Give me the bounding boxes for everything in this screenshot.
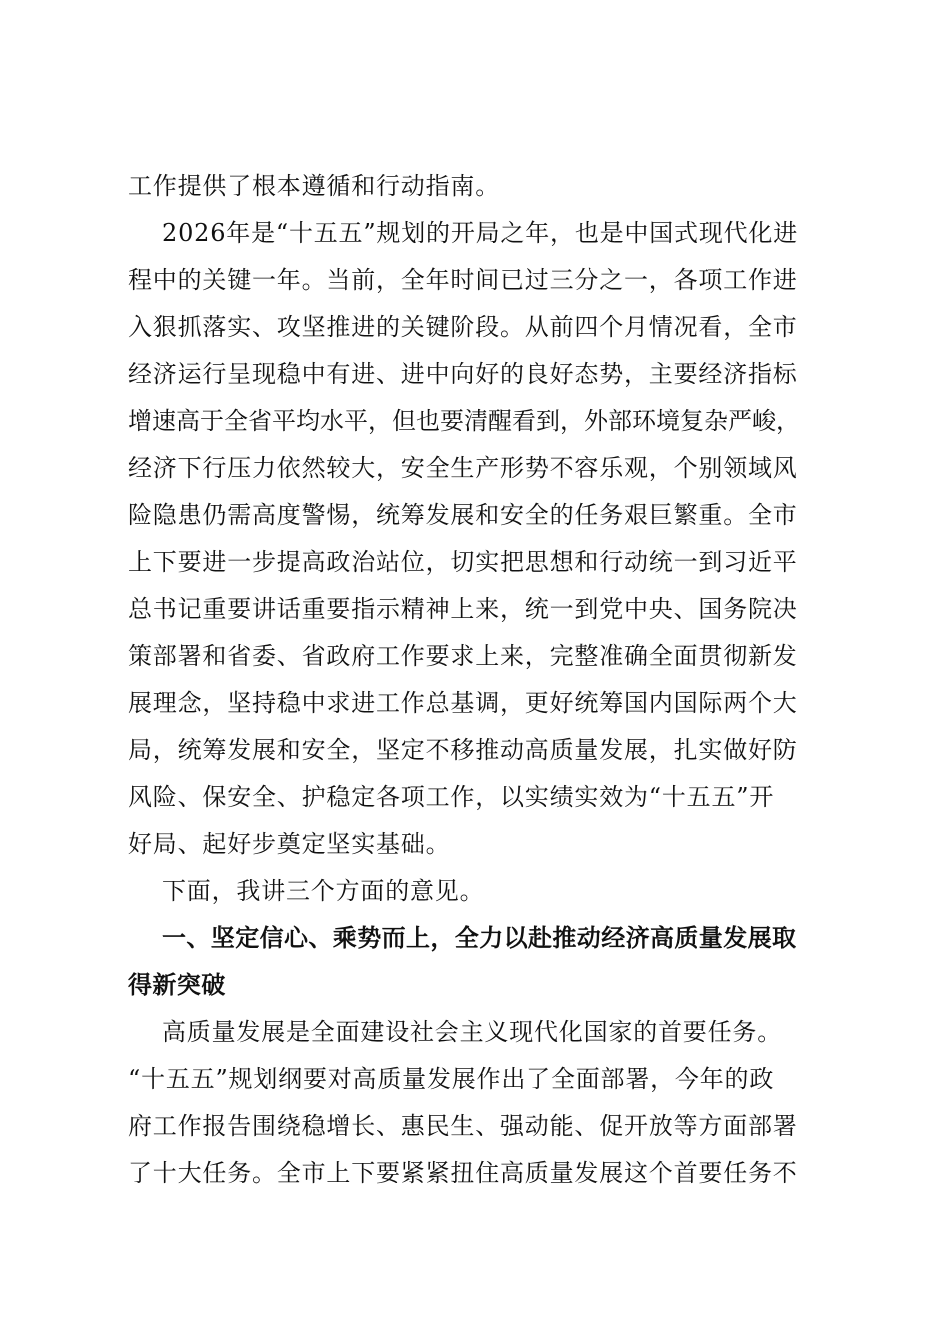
text-line: 增速高于全省平均水平，但也要清醒看到，外部环境复杂严峻， — [128, 407, 800, 435]
paragraph-overview — [128, 210, 828, 868]
paragraph-continuation — [128, 163, 828, 210]
text-line: 策部署和省委、省政府工作要求上来，完整准确全面贯彻新发 — [128, 642, 798, 670]
text-line: 经济运行呈现稳中有进、进中向好的良好态势，主要经济指标 — [128, 360, 798, 388]
heading-line: 一、坚定信心、乘势而上，全力以赴推动经济高质量发展取 — [162, 924, 797, 952]
text-line: 工作提供了根本遵循和行动指南。 — [128, 172, 500, 200]
text-line: 风险、保安全、护稳定各项工作，以实绩实效为“十五五”开 — [128, 783, 775, 811]
text-line: 总书记重要讲话重要指示精神上来，统一到党中央、国务院决 — [128, 595, 798, 623]
text-line: 局，统筹发展和安全，坚定不移推动高质量发展，扎实做好防 — [128, 736, 798, 764]
text-line: “十五五”规划纲要对高质量发展作出了全面部署，今年的政 — [128, 1065, 775, 1093]
text-line: 上下要进一步提高政治站位，切实把思想和行动统一到习近平 — [128, 548, 798, 576]
paragraph-intro — [128, 868, 828, 915]
text-line: 展理念，坚持稳中求进工作总基调，更好统筹国内国际两个大 — [128, 689, 798, 717]
text-line: 2026年是“十五五”规划的开局之年，也是中国式现代化进 — [162, 219, 799, 247]
text-line: 府工作报告围绕稳增长、惠民生、强动能、促开放等方面部署 — [128, 1112, 798, 1140]
paragraph-section-body — [128, 1009, 828, 1197]
text-line: 好局、起好步奠定坚实基础。 — [128, 830, 451, 858]
text-line: 程中的关键一年。当前，全年时间已过三分之一，各项工作进 — [128, 266, 798, 294]
section-heading — [128, 915, 828, 1009]
text-line: 险隐患仍需高度警惕，统筹发展和安全的任务艰巨繁重。全市 — [128, 501, 798, 529]
text-line: 入狠抓落实、攻坚推进的关键阶段。从前四个月情况看，全市 — [128, 313, 798, 341]
text-line: 了十大任务。全市上下要紧紧扭住高质量发展这个首要任务不 — [128, 1159, 798, 1187]
text-line: 高质量发展是全面建设社会主义现代化国家的首要任务。 — [162, 1018, 782, 1046]
text-line: 下面，我讲三个方面的意见。 — [162, 877, 485, 905]
heading-line: 得新突破 — [128, 971, 226, 999]
document-body — [128, 163, 828, 1197]
text-line: 经济下行压力依然较大，安全生产形势不容乐观，个别领域风 — [128, 454, 798, 482]
